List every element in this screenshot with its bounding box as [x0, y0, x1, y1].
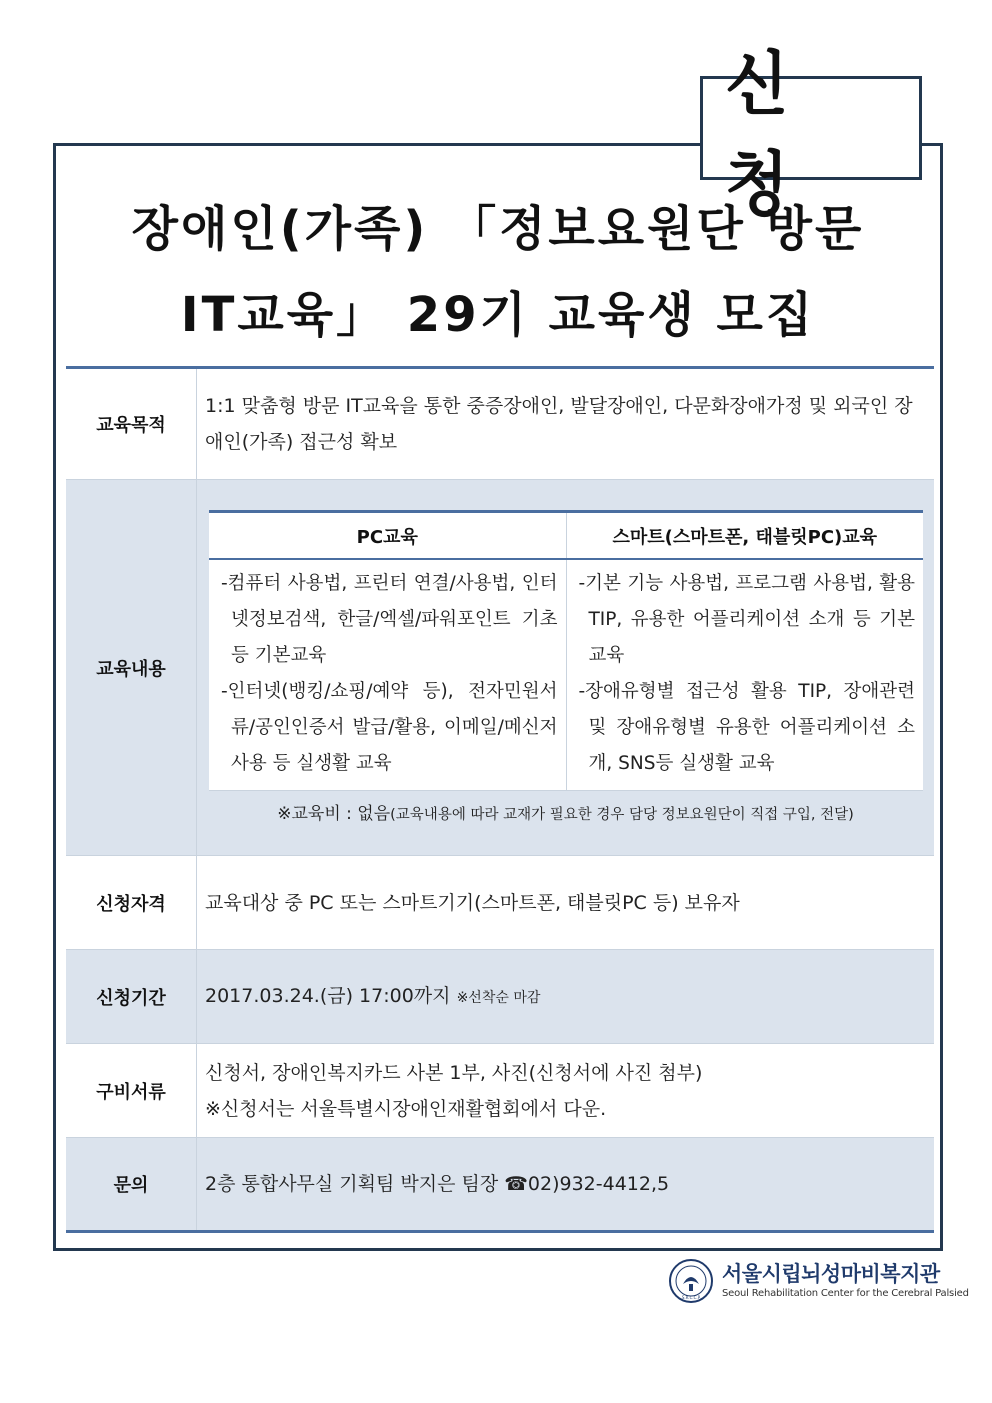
purpose-text: 1:1 맞춤형 방문 IT교육을 통한 중증장애인, 발달장애인, 다문화장애가정 및 외국인 장애인(가족) 접근성 확보: [205, 395, 913, 453]
contact-label: 문의: [66, 1138, 197, 1232]
institution-emblem-icon: [668, 1258, 714, 1304]
page-title-line2: IT교육」 29기 교육생 모집: [180, 287, 816, 343]
institution-name-en: Seoul Rehabilitation Center for the Cerebral Palsied: [722, 1288, 969, 1299]
row-period: [66, 950, 934, 1044]
documents-cell: [197, 1044, 935, 1138]
list-item: -기본 기능 사용법, 프로그램 사용법, 활용TIP, 유용한 어플리케이션 소개 등 기본교육: [578, 573, 915, 666]
smart-header: 스마트(스마트폰, 태블릿PC)교육: [566, 512, 923, 560]
row-content: [66, 480, 934, 856]
content-label: 교육내용: [66, 480, 197, 856]
documents-label: 구비서류: [66, 1044, 197, 1138]
period-text: 2017.03.24.(금) 17:00까지: [205, 984, 451, 1007]
list-item: -장애유형별 접근성 활용 TIP, 장애관련 및 장애유형별 유용한 어플리케이션 소개, SNS등 실생활 교육: [578, 681, 915, 774]
fee-main: ※교육비 : 없음: [277, 804, 391, 824]
contact-text: 2층 통합사무실 기획팀 박지은 팀장 ☎02)932-4412,5: [197, 1138, 935, 1232]
list-item: -인터넷(뱅킹/쇼핑/예약 등), 전자민원서류/공인인증서 발급/활용, 이메일/메신저 사용 등 실생활 교육: [221, 681, 558, 774]
smart-items: [566, 559, 923, 791]
period-label: 신청기간: [66, 950, 197, 1044]
fee-note: [197, 791, 934, 842]
content-table: [209, 510, 923, 791]
row-contact: [66, 1138, 934, 1232]
documents-line1: 신청서, 장애인복지카드 사본 1부, 사진(신청서에 사진 첨부): [205, 1061, 703, 1084]
eligibility-text: 교육대상 중 PC 또는 스마트기기(스마트폰, 태블릿PC 등) 보유자: [205, 891, 740, 914]
row-eligibility: [66, 856, 934, 950]
list-item: -컴퓨터 사용법, 프린터 연결/사용법, 인터넷정보검색, 한글/엑셀/파워포인트 기초 등 기본교육: [221, 573, 558, 666]
info-table: [66, 366, 934, 1233]
content-cell: [197, 480, 935, 856]
page-title-line1: 장애인(가족) 「정보요원단 방문: [131, 201, 865, 257]
row-purpose: [66, 368, 934, 480]
pc-items: [209, 559, 566, 791]
fee-detail: (교육내용에 따라 교재가 필요한 경우 담당 정보요원단이 직접 구입, 전달): [390, 807, 854, 823]
stamp-text: 신 청: [725, 44, 811, 225]
emblem-text: S.R.C.C.P: [681, 1295, 701, 1300]
institution-name-ko: 서울시립뇌성마비복지관: [722, 1262, 940, 1286]
documents-line2: ※신청서는 서울특별시장애인재활협회에서 다운.: [205, 1097, 607, 1120]
pc-header: PC교육: [209, 512, 566, 560]
institution-logo: [668, 1258, 969, 1306]
purpose-label: 교육목적: [66, 368, 197, 480]
period-note: ※선착순 마감: [456, 989, 541, 1006]
row-documents: [66, 1044, 934, 1138]
period-cell: [197, 950, 935, 1044]
application-stamp: [700, 44, 922, 225]
eligibility-label: 신청자격: [66, 856, 197, 950]
